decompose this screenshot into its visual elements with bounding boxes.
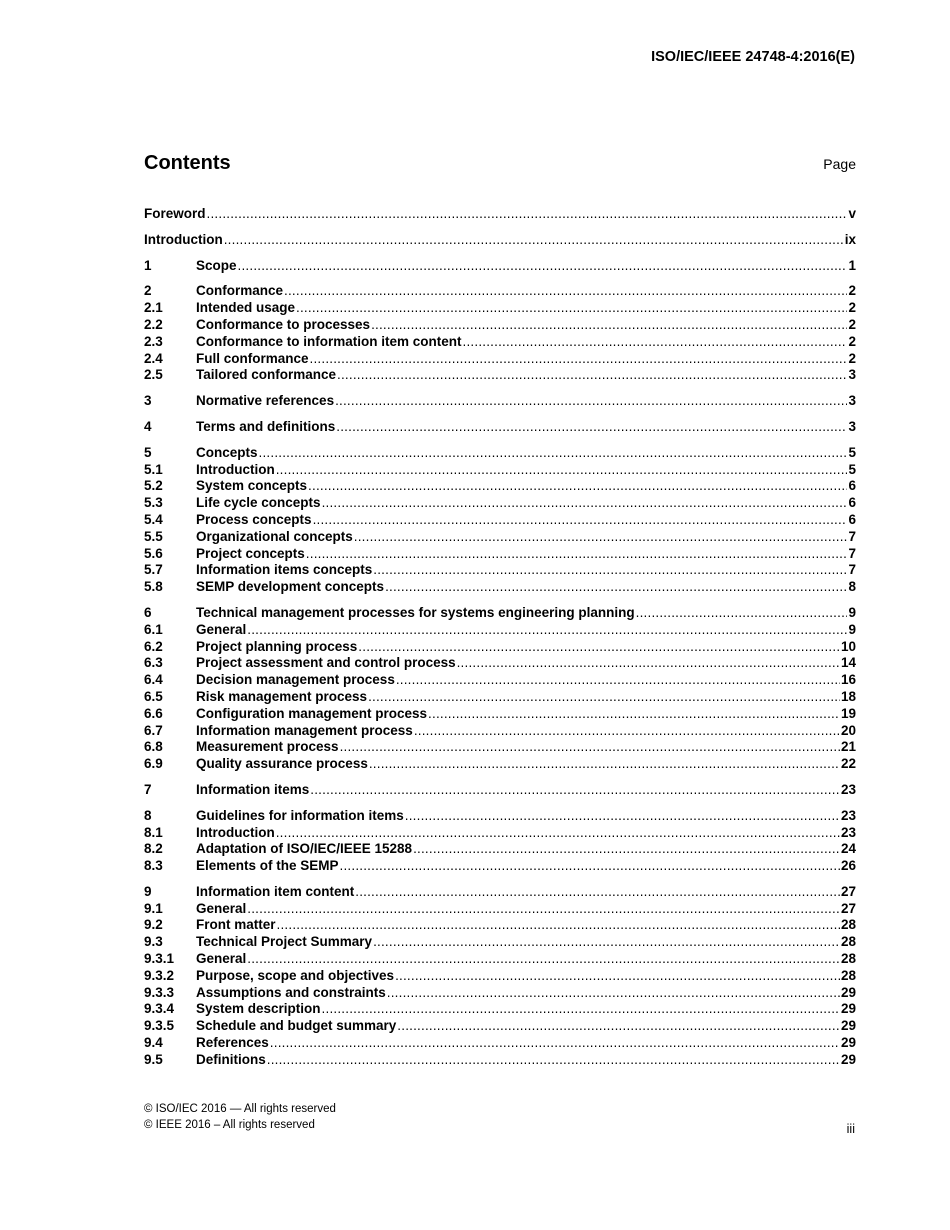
toc-entry-label: Technical Project Summary xyxy=(196,934,373,950)
toc-entry-label: Process concepts xyxy=(196,511,312,527)
toc-dot-leader xyxy=(405,808,840,825)
toc-entry[interactable] xyxy=(144,1052,856,1069)
toc-entry-label: Normative references xyxy=(196,393,335,409)
toc-entry[interactable] xyxy=(144,1001,856,1018)
toc-dot-leader xyxy=(369,756,840,773)
toc-entry[interactable] xyxy=(144,672,856,689)
toc-entry-label: Intended usage xyxy=(196,300,296,316)
toc-dot-leader xyxy=(336,419,847,436)
toc-entry-page: 20 xyxy=(840,722,856,738)
toc-entry-number: 2.2 xyxy=(144,316,163,332)
toc-entry[interactable] xyxy=(144,917,856,934)
toc-entry[interactable] xyxy=(144,689,856,706)
toc-dot-leader xyxy=(247,951,840,968)
toc-entry-label: Information item content xyxy=(196,883,355,899)
toc-entry-label: Front matter xyxy=(196,917,276,933)
toc-dot-leader xyxy=(310,351,848,368)
toc-entry-page: 2 xyxy=(848,333,856,349)
toc-entry-label: Project assessment and control process xyxy=(196,655,456,671)
toc-entry-number: 2.5 xyxy=(144,367,163,383)
toc-dot-leader xyxy=(373,934,840,951)
toc-entry-page: 3 xyxy=(848,367,856,383)
toc-entry[interactable] xyxy=(144,756,856,773)
toc-entry-number: 8.3 xyxy=(144,858,163,874)
toc-entry-label: Guidelines for information items xyxy=(196,807,404,823)
toc-dot-leader xyxy=(340,739,840,756)
toc-entry-label: Decision management process xyxy=(196,672,395,688)
toc-entry[interactable] xyxy=(144,317,856,334)
toc-entry-label: Conformance xyxy=(196,283,284,299)
toc-entry-label: Information items xyxy=(196,781,310,797)
toc-entry[interactable] xyxy=(144,283,856,300)
toc-entry-number: 5.3 xyxy=(144,495,163,511)
toc-entry-number: 8.1 xyxy=(144,824,163,840)
toc-dot-leader xyxy=(385,579,847,596)
toc-dot-leader xyxy=(335,393,847,410)
toc-entry-label: Project planning process xyxy=(196,638,358,654)
toc-entry-label: Foreword xyxy=(144,206,206,221)
toc-dot-leader xyxy=(387,985,840,1002)
toc-dot-leader xyxy=(358,639,840,656)
footer xyxy=(144,1101,336,1133)
toc-entry-number: 9.3.4 xyxy=(144,1001,175,1017)
toc-entry-number: 6.2 xyxy=(144,638,163,654)
toc-entry[interactable] xyxy=(144,968,856,985)
toc-entry-page: 7 xyxy=(848,562,856,578)
toc-entry-number: 6 xyxy=(144,604,152,620)
toc-entry-number: 9.3 xyxy=(144,934,163,950)
toc-dot-leader xyxy=(322,1001,840,1018)
toc-dot-leader xyxy=(322,495,848,512)
toc-entry-number: 8 xyxy=(144,807,152,823)
toc-entry-label: Full conformance xyxy=(196,350,309,366)
toc-entry-number: 2.1 xyxy=(144,300,163,316)
toc-entry[interactable] xyxy=(144,884,856,901)
toc-entry-page: 6 xyxy=(848,495,856,511)
toc-entry[interactable] xyxy=(144,546,856,563)
toc-entry-number: 2.3 xyxy=(144,333,163,349)
toc-entry-page: v xyxy=(848,206,856,221)
toc-entry[interactable] xyxy=(144,419,856,436)
toc-entry-number: 6.1 xyxy=(144,621,163,637)
toc-entry-number: 6.8 xyxy=(144,739,163,755)
toc-entry-label: Adaptation of ISO/IEC/IEEE 15288 xyxy=(196,841,413,857)
toc-entry[interactable] xyxy=(144,622,856,639)
toc-dot-leader xyxy=(457,655,840,672)
toc-dot-leader xyxy=(284,283,847,300)
toc-entry-number: 6.3 xyxy=(144,655,163,671)
toc-dot-leader xyxy=(267,1052,840,1069)
toc-entry-label: Project concepts xyxy=(196,545,305,561)
toc-entry-number: 5 xyxy=(144,444,152,460)
toc-entry-label: System concepts xyxy=(196,478,308,494)
table-of-contents xyxy=(144,206,856,1069)
toc-dot-leader xyxy=(354,529,848,546)
toc-entry-page: 19 xyxy=(840,705,856,721)
toc-entry-number: 5.2 xyxy=(144,478,163,494)
toc-dot-leader xyxy=(636,605,848,622)
toc-entry-label: Information management process xyxy=(196,722,413,738)
toc-entry[interactable] xyxy=(144,782,856,799)
toc-dot-leader xyxy=(270,1035,840,1052)
toc-entry-page: 9 xyxy=(848,621,856,637)
toc-entry-number: 9.1 xyxy=(144,900,163,916)
toc-entry-number: 5.1 xyxy=(144,461,163,477)
toc-entry-number: 5.6 xyxy=(144,545,163,561)
toc-dot-leader xyxy=(414,723,840,740)
toc-entry-label: Conformance to processes xyxy=(196,316,371,332)
toc-entry[interactable] xyxy=(144,901,856,918)
toc-entry-label: Introduction xyxy=(196,824,275,840)
toc-entry-page: 26 xyxy=(840,858,856,874)
toc-entry-label: Terms and definitions xyxy=(196,418,336,434)
toc-dot-leader xyxy=(224,232,844,249)
toc-entry[interactable] xyxy=(144,825,856,842)
toc-entry-page: 8 xyxy=(848,579,856,595)
toc-entry[interactable] xyxy=(144,478,856,495)
toc-entry-page: 2 xyxy=(848,300,856,316)
toc-dot-leader xyxy=(308,478,847,495)
toc-entry[interactable] xyxy=(144,562,856,579)
toc-entry-number: 6.7 xyxy=(144,722,163,738)
toc-entry-page: 16 xyxy=(840,672,856,688)
toc-entry-page: 29 xyxy=(840,1001,856,1017)
toc-entry-page: 23 xyxy=(840,824,856,840)
toc-entry[interactable] xyxy=(144,445,856,462)
toc-entry-number: 4 xyxy=(144,418,152,434)
toc-entry[interactable] xyxy=(144,206,856,223)
toc-entry-page: 5 xyxy=(848,444,856,460)
toc-entry-number: 8.2 xyxy=(144,841,163,857)
toc-entry-page: 3 xyxy=(848,393,856,409)
toc-entry-label: Tailored conformance xyxy=(196,367,337,383)
toc-entry-number: 2.4 xyxy=(144,350,163,366)
toc-dot-leader xyxy=(371,317,847,334)
toc-entry-page: 18 xyxy=(840,688,856,704)
toc-entry[interactable] xyxy=(144,951,856,968)
toc-entry-label: SEMP development concepts xyxy=(196,579,385,595)
toc-entry-page: 21 xyxy=(840,739,856,755)
toc-dot-leader xyxy=(296,300,847,317)
toc-entry[interactable] xyxy=(144,723,856,740)
toc-entry-number: 6.4 xyxy=(144,672,163,688)
toc-entry[interactable] xyxy=(144,739,856,756)
toc-entry-label: General xyxy=(196,621,247,637)
toc-entry-label: Organizational concepts xyxy=(196,528,353,544)
toc-entry-page: 28 xyxy=(840,967,856,983)
toc-entry[interactable] xyxy=(144,655,856,672)
toc-entry-number: 9 xyxy=(144,883,152,899)
toc-entry-label: Configuration management process xyxy=(196,705,428,721)
toc-entry-page: 6 xyxy=(848,511,856,527)
toc-entry[interactable] xyxy=(144,1035,856,1052)
toc-dot-leader xyxy=(373,562,847,579)
toc-entry-label: General xyxy=(196,951,247,967)
toc-entry-label: Scope xyxy=(196,257,237,273)
toc-entry-number: 5.8 xyxy=(144,579,163,595)
toc-entry-number: 6.6 xyxy=(144,705,163,721)
toc-entry-page: 5 xyxy=(848,461,856,477)
toc-entry[interactable] xyxy=(144,934,856,951)
toc-entry-page: 29 xyxy=(840,1035,856,1051)
toc-entry-page: 6 xyxy=(848,478,856,494)
toc-dot-leader xyxy=(247,622,847,639)
toc-entry-number: 5.4 xyxy=(144,511,163,527)
toc-entry[interactable] xyxy=(144,300,856,317)
toc-entry-number: 7 xyxy=(144,781,152,797)
toc-entry-page: 9 xyxy=(848,604,856,620)
toc-entry[interactable] xyxy=(144,605,856,622)
toc-entry-page: 23 xyxy=(840,781,856,797)
toc-entry-page: 3 xyxy=(848,418,856,434)
toc-entry-label: System description xyxy=(196,1001,321,1017)
toc-entry[interactable] xyxy=(144,351,856,368)
toc-dot-leader xyxy=(396,672,840,689)
toc-entry[interactable] xyxy=(144,334,856,351)
toc-dot-leader xyxy=(463,334,848,351)
toc-dot-leader xyxy=(337,367,847,384)
page-column-label: Page xyxy=(823,156,856,172)
toc-entry[interactable] xyxy=(144,639,856,656)
toc-entry-number: 9.3.2 xyxy=(144,967,175,983)
toc-entry[interactable] xyxy=(144,512,856,529)
toc-entry-label: Introduction xyxy=(196,461,275,477)
toc-dot-leader xyxy=(207,206,848,223)
toc-entry[interactable] xyxy=(144,706,856,723)
toc-entry-page: 28 xyxy=(840,951,856,967)
toc-entry-number: 5.5 xyxy=(144,528,163,544)
toc-dot-leader xyxy=(276,825,840,842)
toc-entry-page: 29 xyxy=(840,984,856,1000)
toc-entry-label: Conformance to information item content xyxy=(196,333,462,349)
toc-dot-leader xyxy=(340,858,840,875)
toc-entry-page: 27 xyxy=(840,900,856,916)
toc-entry-label: Elements of the SEMP xyxy=(196,858,339,874)
toc-entry[interactable] xyxy=(144,808,856,825)
toc-dot-leader xyxy=(247,901,840,918)
toc-entry-number: 1 xyxy=(144,257,152,273)
toc-dot-leader xyxy=(397,1018,840,1035)
toc-dot-leader xyxy=(428,706,840,723)
toc-entry-page: 2 xyxy=(848,283,856,299)
toc-entry-page: 2 xyxy=(848,350,856,366)
toc-dot-leader xyxy=(368,689,840,706)
toc-entry-number: 9.3.5 xyxy=(144,1018,175,1034)
page-number: iii xyxy=(846,1122,855,1136)
contents-title: Contents xyxy=(144,152,231,174)
copyright-ieee: © IEEE 2016 – All rights reserved xyxy=(144,1119,315,1131)
toc-entry-label: References xyxy=(196,1035,269,1051)
toc-entry-page: 7 xyxy=(848,545,856,561)
toc-entry[interactable] xyxy=(144,579,856,596)
toc-entry[interactable] xyxy=(144,985,856,1002)
toc-entry[interactable] xyxy=(144,529,856,546)
toc-entry-number: 9.2 xyxy=(144,917,163,933)
toc-entry-page: 22 xyxy=(840,756,856,772)
toc-entry-label: Definitions xyxy=(196,1051,266,1067)
toc-entry-page: 28 xyxy=(840,934,856,950)
toc-dot-leader xyxy=(259,445,848,462)
toc-dot-leader xyxy=(277,917,840,934)
toc-entry-page: 27 xyxy=(840,883,856,899)
toc-entry-label: Information items concepts xyxy=(196,562,373,578)
toc-entry-number: 9.3.3 xyxy=(144,984,175,1000)
toc-entry-number: 3 xyxy=(144,393,152,409)
toc-entry[interactable] xyxy=(144,495,856,512)
toc-entry-page: 24 xyxy=(840,841,856,857)
toc-entry-page: 14 xyxy=(840,655,856,671)
toc-dot-leader xyxy=(306,546,848,563)
toc-entry-page: 29 xyxy=(840,1018,856,1034)
toc-dot-leader xyxy=(395,968,840,985)
toc-entry-label: Introduction xyxy=(144,231,223,247)
toc-entry[interactable] xyxy=(144,462,856,479)
toc-entry[interactable] xyxy=(144,258,856,275)
toc-entry[interactable] xyxy=(144,367,856,384)
toc-dot-leader xyxy=(355,884,840,901)
toc-dot-leader xyxy=(276,462,848,479)
toc-dot-leader xyxy=(413,841,840,858)
toc-entry-number: 6.5 xyxy=(144,688,163,704)
toc-entry-page: 1 xyxy=(848,257,856,273)
toc-entry-page: ix xyxy=(844,231,856,247)
toc-entry-number: 2 xyxy=(144,283,152,299)
toc-entry-page: 23 xyxy=(840,807,856,823)
toc-dot-leader xyxy=(310,782,840,799)
toc-entry-number: 6.9 xyxy=(144,756,163,772)
toc-entry[interactable] xyxy=(144,1018,856,1035)
toc-entry-label: Life cycle concepts xyxy=(196,495,321,511)
copyright-iso: © ISO/IEC 2016 — All rights reserved xyxy=(144,1103,336,1115)
toc-entry-number: 9.5 xyxy=(144,1051,163,1067)
toc-entry[interactable] xyxy=(144,232,856,249)
toc-entry-label: Measurement process xyxy=(196,739,339,755)
toc-entry-label: Assumptions and constraints xyxy=(196,984,386,1000)
toc-entry-number: 9.3.1 xyxy=(144,951,175,967)
toc-entry[interactable] xyxy=(144,841,856,858)
toc-entry[interactable] xyxy=(144,858,856,875)
document-id: ISO/IEC/IEEE 24748-4:2016(E) xyxy=(651,49,855,65)
toc-dot-leader xyxy=(238,258,848,275)
toc-entry-page: 7 xyxy=(848,528,856,544)
toc-entry-page: 28 xyxy=(840,917,856,933)
toc-entry-label: Purpose, scope and objectives xyxy=(196,967,395,983)
toc-entry-label: Quality assurance process xyxy=(196,756,368,772)
toc-entry-page: 2 xyxy=(848,316,856,332)
toc-entry-number: 9.4 xyxy=(144,1035,163,1051)
toc-entry-label: Risk management process xyxy=(196,688,368,704)
toc-entry-label: Schedule and budget summary xyxy=(196,1018,397,1034)
toc-dot-leader xyxy=(313,512,848,529)
toc-entry-label: Technical management processes for systems engineering planning xyxy=(196,604,635,620)
toc-entry-number: 5.7 xyxy=(144,562,163,578)
toc-entry-label: General xyxy=(196,900,247,916)
toc-entry-label: Concepts xyxy=(196,444,258,460)
toc-entry-page: 29 xyxy=(840,1051,856,1067)
toc-entry[interactable] xyxy=(144,393,856,410)
contents-heading xyxy=(144,152,856,175)
toc-entry-page: 10 xyxy=(840,638,856,654)
